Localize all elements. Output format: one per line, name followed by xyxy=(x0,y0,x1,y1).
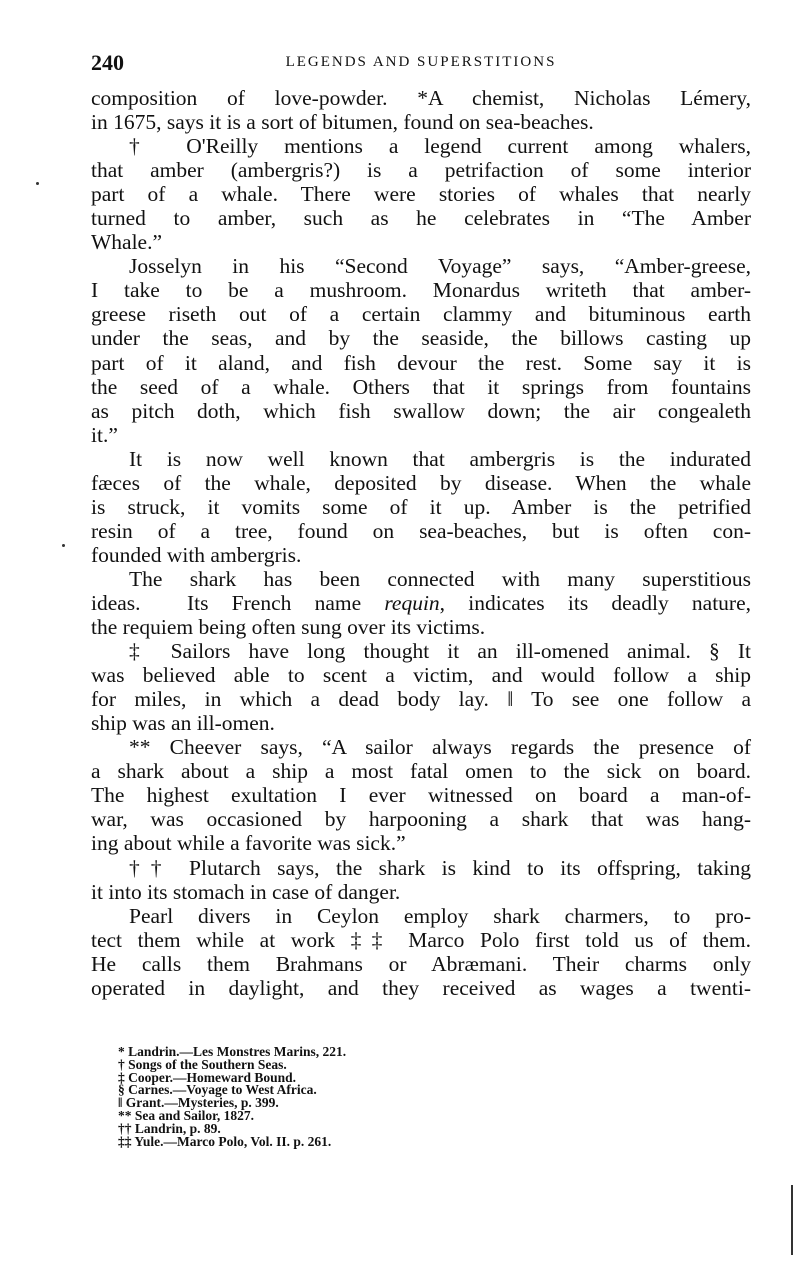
text-line: as pitch doth, which fish swallow down; the air congealeth xyxy=(91,398,751,423)
footnotes xyxy=(118,1046,346,1148)
text-line: the seed of a whale. Others that it springs from fountains xyxy=(91,374,751,399)
footnote: † Songs of the Southern Seas. xyxy=(118,1056,287,1072)
text-line: part of it aland, and fish devour the rest. Some say it is xyxy=(91,350,751,375)
text-line: The shark has been connected with many superstitious xyxy=(129,566,751,591)
text-line: under the seas, and by the seaside, the billows casting up xyxy=(91,326,751,351)
text-line: a shark about a ship a most fatal omen to the sick on board. xyxy=(91,759,751,784)
text-line: the requiem being often sung over its victims. xyxy=(91,615,486,640)
text-line: part of a whale. There were stories of whales that nearly xyxy=(91,182,751,207)
page-header xyxy=(91,50,751,74)
scan-speck xyxy=(62,544,65,547)
text-line: war, was occasioned by harpooning a shark that was hang- xyxy=(91,807,751,832)
footnote: ‡ Cooper.—Homeward Bound. xyxy=(118,1069,297,1085)
text-line: was believed able to scent a victim, and would follow a ship xyxy=(91,663,751,688)
text-line: founded with ambergris. xyxy=(91,542,302,567)
text-line: He calls them Brahmans or Abræmani. Their charms only xyxy=(91,951,751,976)
text-line: ing about while a favorite was sick.” xyxy=(91,831,406,856)
text-line: Pearl divers in Ceylon employ shark charmers, to pro- xyxy=(129,903,751,928)
text-line: † O'Reilly mentions a legend current among whalers, xyxy=(129,134,751,159)
text-line: is struck, it vomits some of it up. Amber is the petrified xyxy=(91,494,751,519)
text-line: in 1675, says it is a sort of bitumen, found on sea-beaches. xyxy=(91,110,594,135)
text-line: it into its stomach in case of danger. xyxy=(91,879,401,904)
text-line: for miles, in which a dead body lay. ‖ To see one follow a xyxy=(91,687,751,712)
text-line: ship was an ill-omen. xyxy=(91,711,275,736)
footnote: ‖ Grant.—Mysteries, p. 399. xyxy=(118,1095,279,1111)
running-title: LEGENDS AND SUPERSTITIONS xyxy=(285,54,557,70)
text-line xyxy=(91,591,751,615)
text-segment: ideas. Its French name xyxy=(91,590,385,615)
text-line: it.” xyxy=(91,422,118,447)
text-line: The highest exultation I ever witnessed on board a man-of- xyxy=(91,783,751,808)
text-line: It is now well known that ambergris is the indurated xyxy=(129,446,751,471)
footnote: ‡‡ Yule.—Marco Polo, Vol. II. p. 261. xyxy=(118,1133,332,1149)
italic-word: requin xyxy=(384,590,440,615)
footnote: * Landrin.—Les Monstres Marins, 221. xyxy=(118,1044,347,1059)
footnote: ** Sea and Sailor, 1827. xyxy=(118,1107,255,1123)
footnote: †† Landrin, p. 89. xyxy=(118,1120,221,1136)
text-line: ** Cheever says, “A sailor always regards the presence of xyxy=(129,735,751,760)
text-line: †† Plutarch says, the shark is kind to its offspring, taking xyxy=(129,855,751,880)
text-line: tect them while at work ‡‡ Marco Polo first told us of them. xyxy=(91,927,751,952)
text-line: composition of love-powder. *A chemist, Nicholas Lémery, xyxy=(91,86,751,110)
text-segment: , indicates its deadly nature, xyxy=(439,590,751,615)
text-line: resin of a tree, found on sea-beaches, but is often con- xyxy=(91,518,751,543)
text-line: greese riseth out of a certain clammy and bituminous earth xyxy=(91,302,751,327)
body-text xyxy=(91,86,751,1000)
text-line: that amber (ambergris?) is a petrifaction of some interior xyxy=(91,158,751,183)
text-line: Josselyn in his “Second Voyage” says, “Amber-greese, xyxy=(129,254,751,279)
text-line: operated in daylight, and they received as wages a twenti- xyxy=(91,975,751,1000)
scan-edge-mark xyxy=(791,1185,793,1255)
text-line: I take to be a mushroom. Monardus writeth that amber- xyxy=(91,278,751,303)
text-line: fæces of the whale, deposited by disease. When the whale xyxy=(91,470,751,495)
text-line: turned to amber, such as he celebrates in “The Amber xyxy=(91,206,751,231)
footnote: § Carnes.—Voyage to West Africa. xyxy=(118,1082,317,1098)
scan-speck xyxy=(36,182,39,185)
page-number: 240 xyxy=(91,50,124,75)
text-line: Whale.” xyxy=(91,230,163,255)
text-line: ‡ Sailors have long thought it an ill-omened animal. § It xyxy=(129,639,751,664)
